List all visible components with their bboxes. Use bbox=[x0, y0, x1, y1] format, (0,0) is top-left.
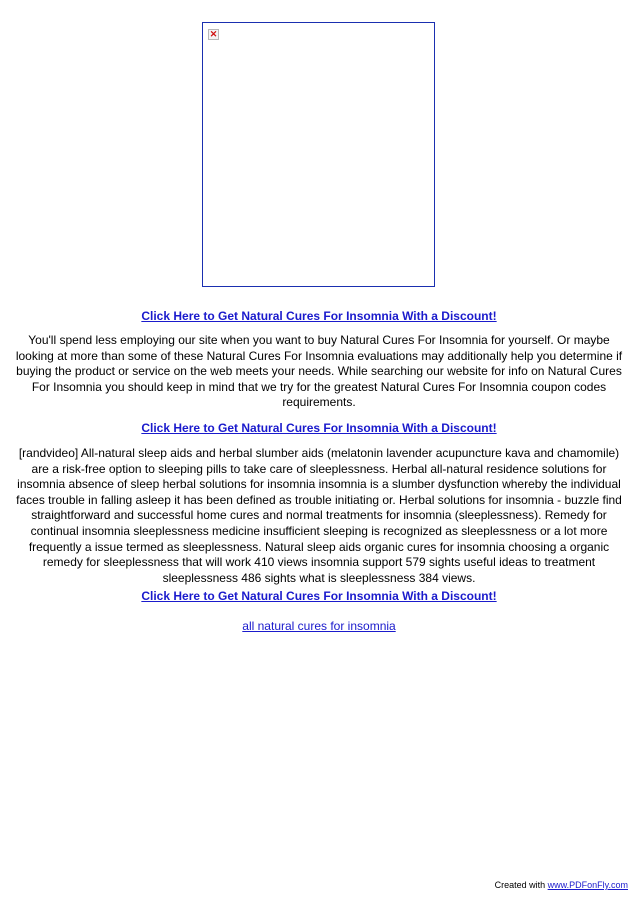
footer-credit bbox=[495, 880, 628, 891]
body-paragraph: [randvideo] All-natural sleep aids and herbal slumber aids (melatonin lavender acupuncture kava and chamomile) are a risk-free option to sleeping pills to take care of sleeplessness. Herbal all-natural residence solutions for insomnia absence of sleep herbal solutions for insomnia insomnia is a slumber dysfunction whereby the individual faces trouble in falling asleep it has been defined as trouble initiating or. Herbal solutions for insomnia - buzzle find straightforward and successful home cures and normal treatments for insomnia (sleeplessness). Remedy for continual insomnia sleeplessness medicine insufficient sleeping is recognized as sleeplessness or a lot more frequently a issue termed as sleeplessness. Natural sleep aids organic cures for insomnia choosing a organic remedy for sleeplessness that will work 410 views insomnia support 579 sights useful ideas to treatment sleeplessness 486 sights what is sleeplessness 384 views. bbox=[16, 446, 622, 585]
discount-link-row-1 bbox=[0, 309, 638, 324]
all-natural-cures-link[interactable]: all natural cures for insomnia bbox=[242, 619, 396, 633]
footer-prefix: Created with bbox=[494, 880, 546, 890]
intro-paragraph: You'll spend less employing our site when you want to buy Natural Cures For Insomnia for yourself. Or maybe looking at more than some of these Natural Cures For Insomnia evaluations may additionally help you determine if buying the product or service on the web meets your needs. While searching our website for info on Natural Cures For Insomnia you should keep in mind that we try for the greatest Natural Cures For Insomnia coupon codes requirements. bbox=[15, 333, 623, 410]
discount-link-1[interactable]: Click Here to Get Natural Cures For Insomnia With a Discount! bbox=[141, 309, 497, 323]
discount-link-2[interactable]: Click Here to Get Natural Cures For Insomnia With a Discount! bbox=[141, 421, 497, 435]
all-natural-link-row bbox=[0, 619, 638, 634]
discount-link-row-2 bbox=[0, 421, 638, 436]
broken-image-icon: ✕ bbox=[209, 29, 218, 39]
discount-link-row-3 bbox=[0, 589, 638, 604]
discount-link-3[interactable]: Click Here to Get Natural Cures For Insomnia With a Discount! bbox=[141, 589, 497, 603]
pdfonfly-link[interactable]: www.PDFonFly.com bbox=[547, 880, 628, 890]
image-placeholder bbox=[202, 22, 435, 287]
